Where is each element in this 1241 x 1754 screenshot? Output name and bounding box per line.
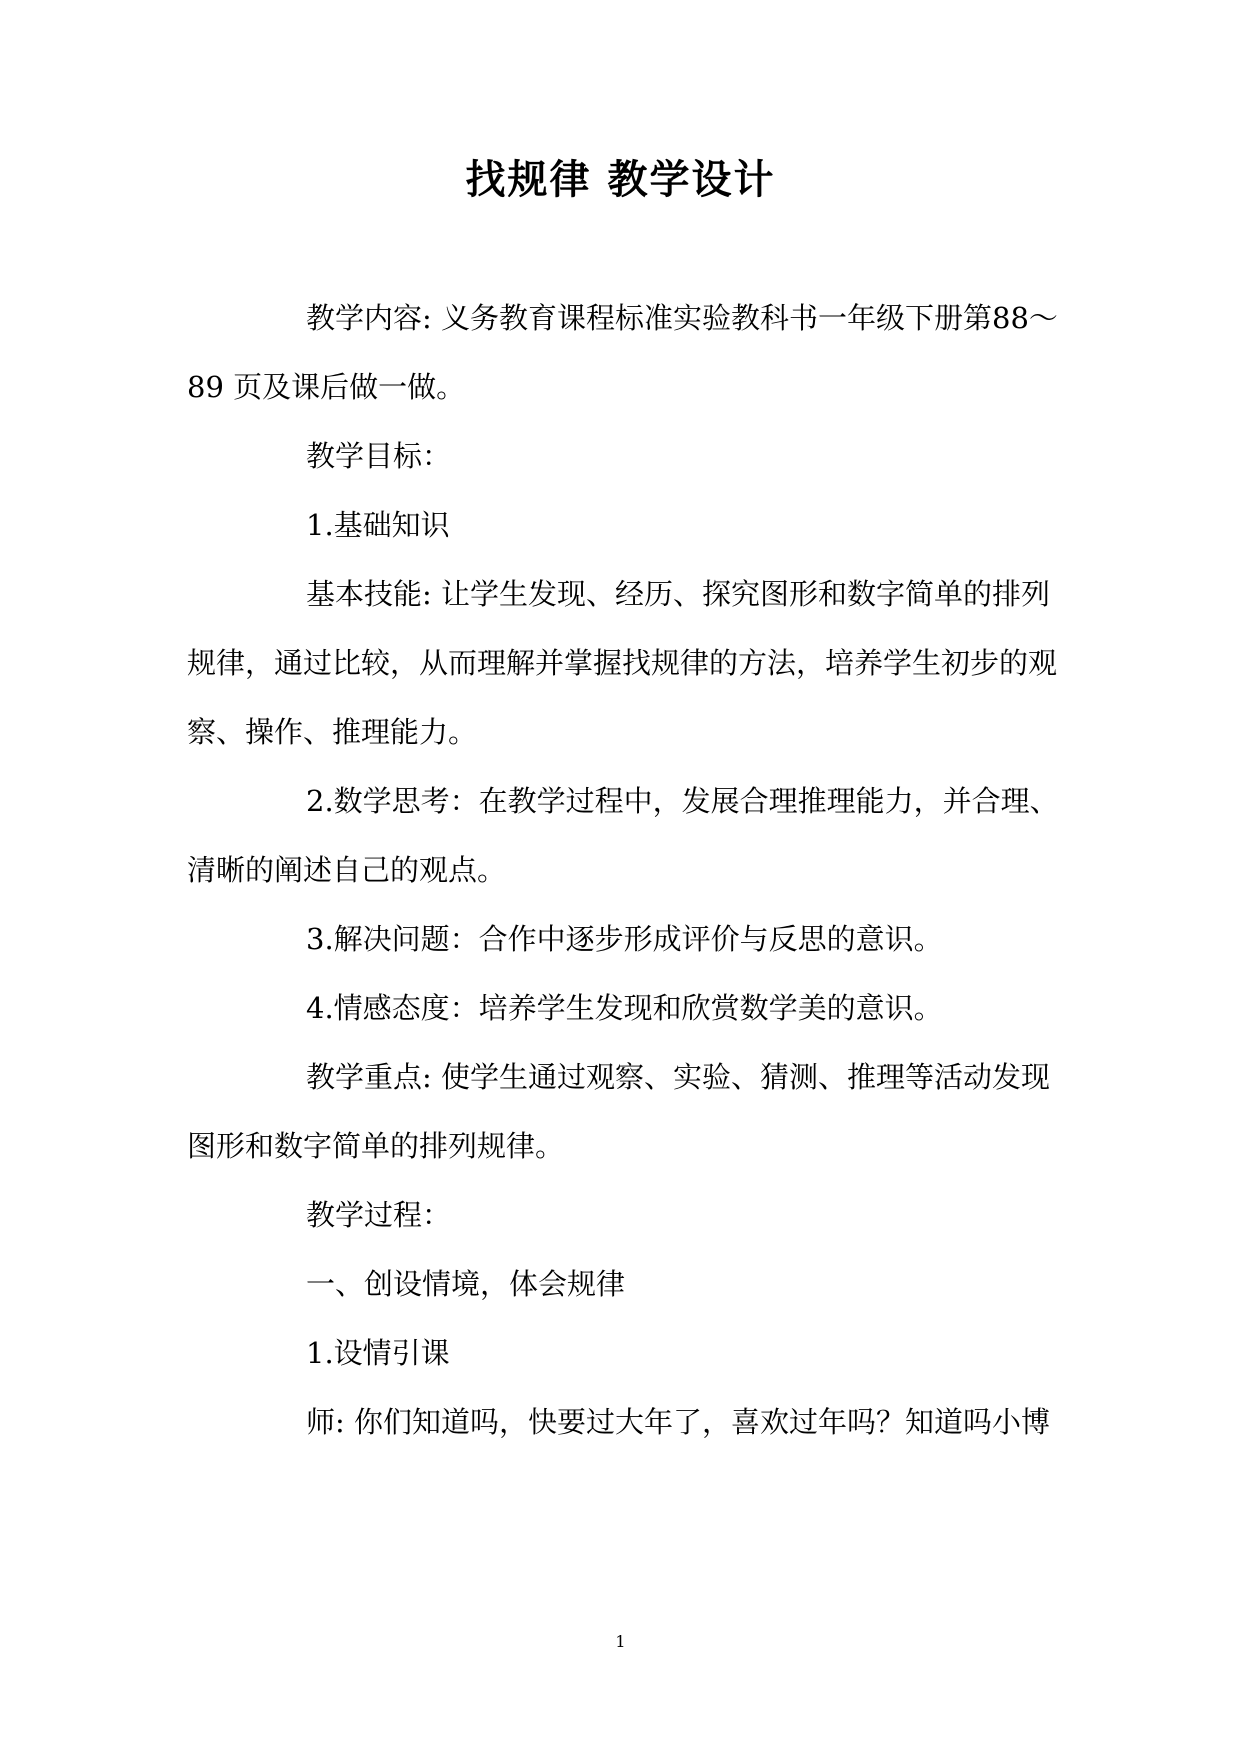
paragraph-line: 教学内容: 义务教育课程标准实验教科书一年级下册第88～ bbox=[306, 301, 1058, 335]
paragraph-line: 清晰的阐述自己的观点。 bbox=[187, 853, 507, 887]
paragraph-line: 基本技能: 让学生发现、经历、探究图形和数字简单的排列 bbox=[306, 577, 1050, 611]
paragraph-line: 3.解决问题：合作中逐步形成评价与反思的意识。 bbox=[306, 922, 943, 956]
page-number: 1 bbox=[615, 1632, 626, 1651]
paragraph-line: 图形和数字简单的排列规律。 bbox=[187, 1129, 565, 1163]
paragraph-line: 规律，通过比较，从而理解并掌握找规律的方法，培养学生初步的观 bbox=[187, 646, 1058, 680]
paragraph-line: 2.数学思考：在教学过程中，发展合理推理能力，并合理、 bbox=[306, 784, 1059, 818]
paragraph-line: 1.基础知识 bbox=[306, 508, 450, 542]
paragraph-line: 教学重点: 使学生通过观察、实验、猜测、推理等活动发现 bbox=[306, 1060, 1050, 1094]
paragraph-line: 师: 你们知道吗，快要过大年了，喜欢过年吗？知道吗小博 bbox=[306, 1405, 1050, 1439]
paragraph-line: 89 页及课后做一做。 bbox=[187, 370, 466, 404]
paragraph-line: 1.设情引课 bbox=[306, 1336, 450, 1370]
paragraph-line: 察、操作、推理能力。 bbox=[187, 715, 478, 749]
document-title: 找规律 教学设计 bbox=[465, 156, 776, 203]
paragraph-line: 教学目标： bbox=[306, 439, 452, 473]
paragraph-line: 一、创设情境，体会规律 bbox=[306, 1267, 626, 1301]
paragraph-line: 4.情感态度：培养学生发现和欣赏数学美的意识。 bbox=[306, 991, 943, 1025]
paragraph-line: 教学过程： bbox=[306, 1198, 452, 1232]
